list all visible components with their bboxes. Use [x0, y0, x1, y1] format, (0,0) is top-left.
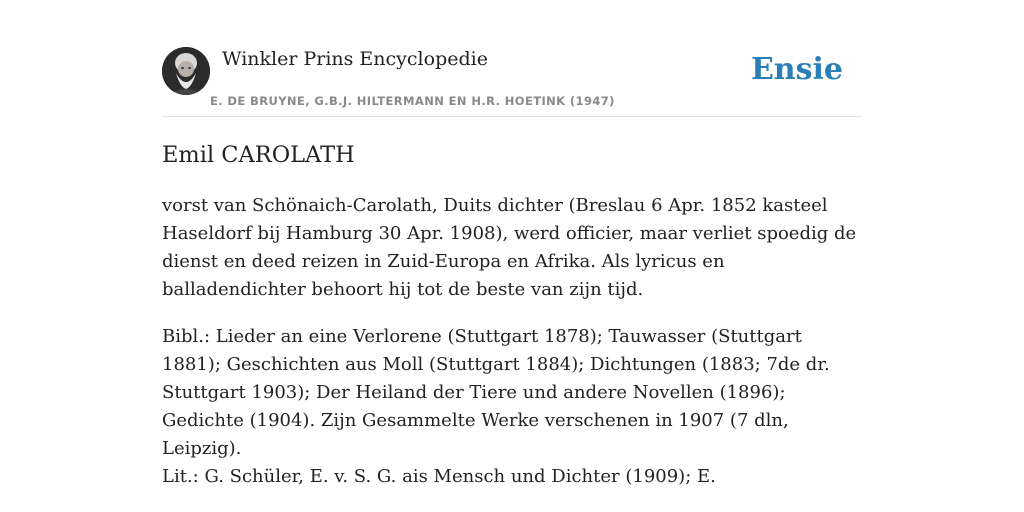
page-container — [162, 0, 862, 487]
author-portrait-icon[interactable] — [162, 47, 210, 95]
entry-paragraph-literature: Lit.: G. Schüler, E. v. S. G. ais Mensch und Dichter (1909); E. — [162, 466, 716, 487]
entry-paragraph-description: vorst van Schönaich-Carolath, Duits dichter (Breslau 6 Apr. 1852 kasteel Haseldorf bij Hamburg 30 Apr. 1908), werd officier, maar verliet spoedig de dienst en deed reizen in Zuid-Europa en Afrika. Als lyricus en balladendichter behoort hij tot de beste van zijn tijd. — [162, 195, 857, 300]
portrait-graphic — [162, 47, 210, 95]
encyclopedia-authors: E. DE BRUYNE, G.B.J. HILTERMANN EN H.R. HOETINK (1947) — [210, 94, 615, 108]
encyclopedia-title[interactable]: Winkler Prins Encyclopedie — [222, 48, 488, 70]
entry-paragraph-bibliography: Bibl.: Lieder an eine Verlorene (Stuttgart 1878); Tauwasser (Stuttgart 1881); Geschichten aus Moll (Stuttgart 1884); Dichtungen (1883; 7de dr. Stuttgart 1903); Der Heiland der Tiere und andere Novellen (1896); Gedichte (1904). Zijn Gesammelte Werke verschenen in 1907 (7 dln, Leipzig). — [162, 326, 830, 459]
ensie-logo[interactable]: Ensie — [750, 52, 843, 87]
entry-title: Emil CAROLATH — [162, 142, 355, 168]
header — [162, 0, 862, 117]
